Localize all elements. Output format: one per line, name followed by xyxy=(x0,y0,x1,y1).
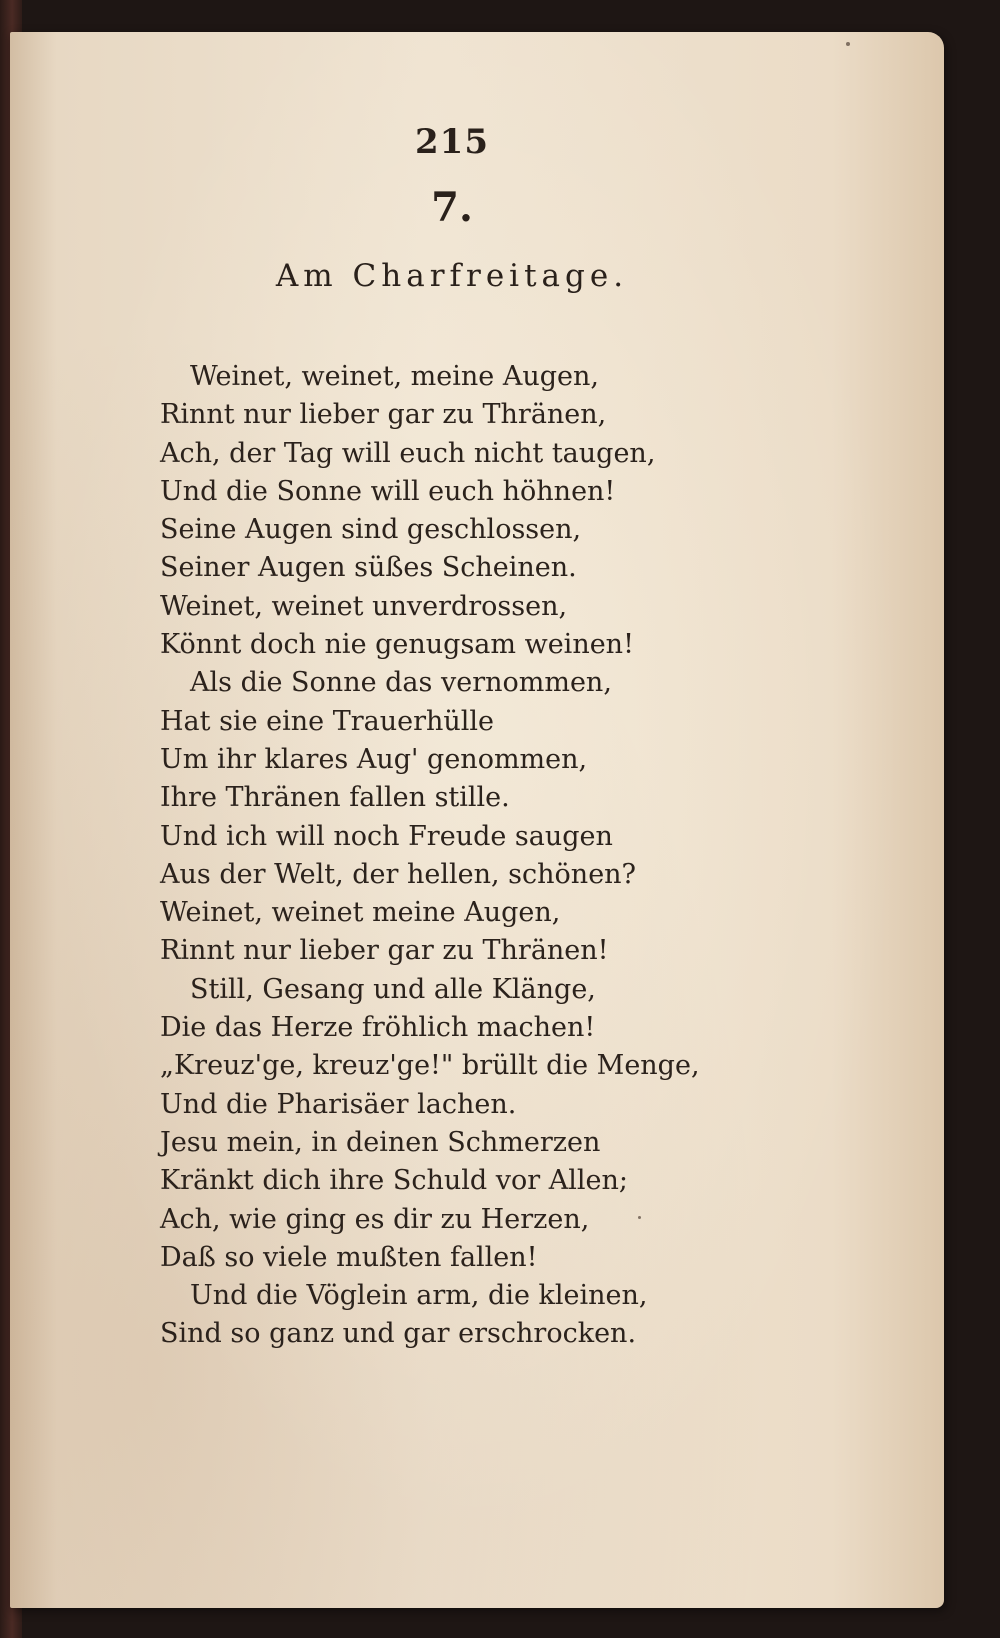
poem-line: Rinnt nur lieber gar zu Thränen! xyxy=(160,935,609,967)
paper-speck xyxy=(846,42,850,46)
poem-line: Als die Sonne das vernommen, xyxy=(190,667,612,699)
poem-line: Daß so viele mußten fallen! xyxy=(160,1241,538,1273)
poem-line: Weinet, weinet unverdrossen, xyxy=(160,590,568,622)
page-number: 215 xyxy=(415,122,489,162)
paper-speck xyxy=(638,1216,641,1219)
poem-line: Rinnt nur lieber gar zu Thränen, xyxy=(160,399,607,431)
poem-line: Und die Vöglein arm, die kleinen, xyxy=(190,1280,648,1312)
poem-line: Hat sie eine Trauerhülle xyxy=(160,705,495,737)
poem-line: Kränkt dich ihre Schuld vor Allen; xyxy=(160,1165,628,1197)
poem-line: Und die Pharisäer lachen. xyxy=(160,1088,517,1120)
poem-line: Um ihr klares Aug' genommen, xyxy=(160,743,588,775)
poem-line: Und ich will noch Freude saugen xyxy=(160,820,613,852)
poem-line: Seine Augen sind geschlossen, xyxy=(160,514,582,546)
poem-line: Weinet, weinet, meine Augen, xyxy=(190,361,599,392)
poem-line: Ach, wie ging es dir zu Herzen, xyxy=(160,1203,590,1235)
book-page xyxy=(10,32,944,1608)
poem-number: 7. xyxy=(431,184,473,231)
poem-line: Seiner Augen süßes Scheinen. xyxy=(160,552,577,584)
poem-line: „Kreuz'ge, kreuz'ge!" brüllt die Menge, xyxy=(160,1050,700,1082)
poem-line: Sind so ganz und gar erschrocken. xyxy=(160,1318,637,1350)
poem-line: Ihre Thränen fallen stille. xyxy=(160,782,510,814)
poem-line: Aus der Welt, der hellen, schönen? xyxy=(160,858,637,890)
poem-line: Jesu mein, in deinen Schmerzen xyxy=(160,1126,601,1158)
poem-line: Die das Herze fröhlich machen! xyxy=(160,1012,596,1044)
poem-line: Könnt doch nie genugsam weinen! xyxy=(160,629,634,661)
poem-line: Ach, der Tag will euch nicht taugen, xyxy=(160,437,656,469)
poem-line: Weinet, weinet meine Augen, xyxy=(160,897,561,929)
poem-line: Und die Sonne will euch höhnen! xyxy=(160,475,616,507)
poem-title: Am Charfreitage. xyxy=(275,258,629,294)
poem-text xyxy=(160,358,880,1354)
poem-line: Still, Gesang und alle Klänge, xyxy=(190,973,596,1005)
